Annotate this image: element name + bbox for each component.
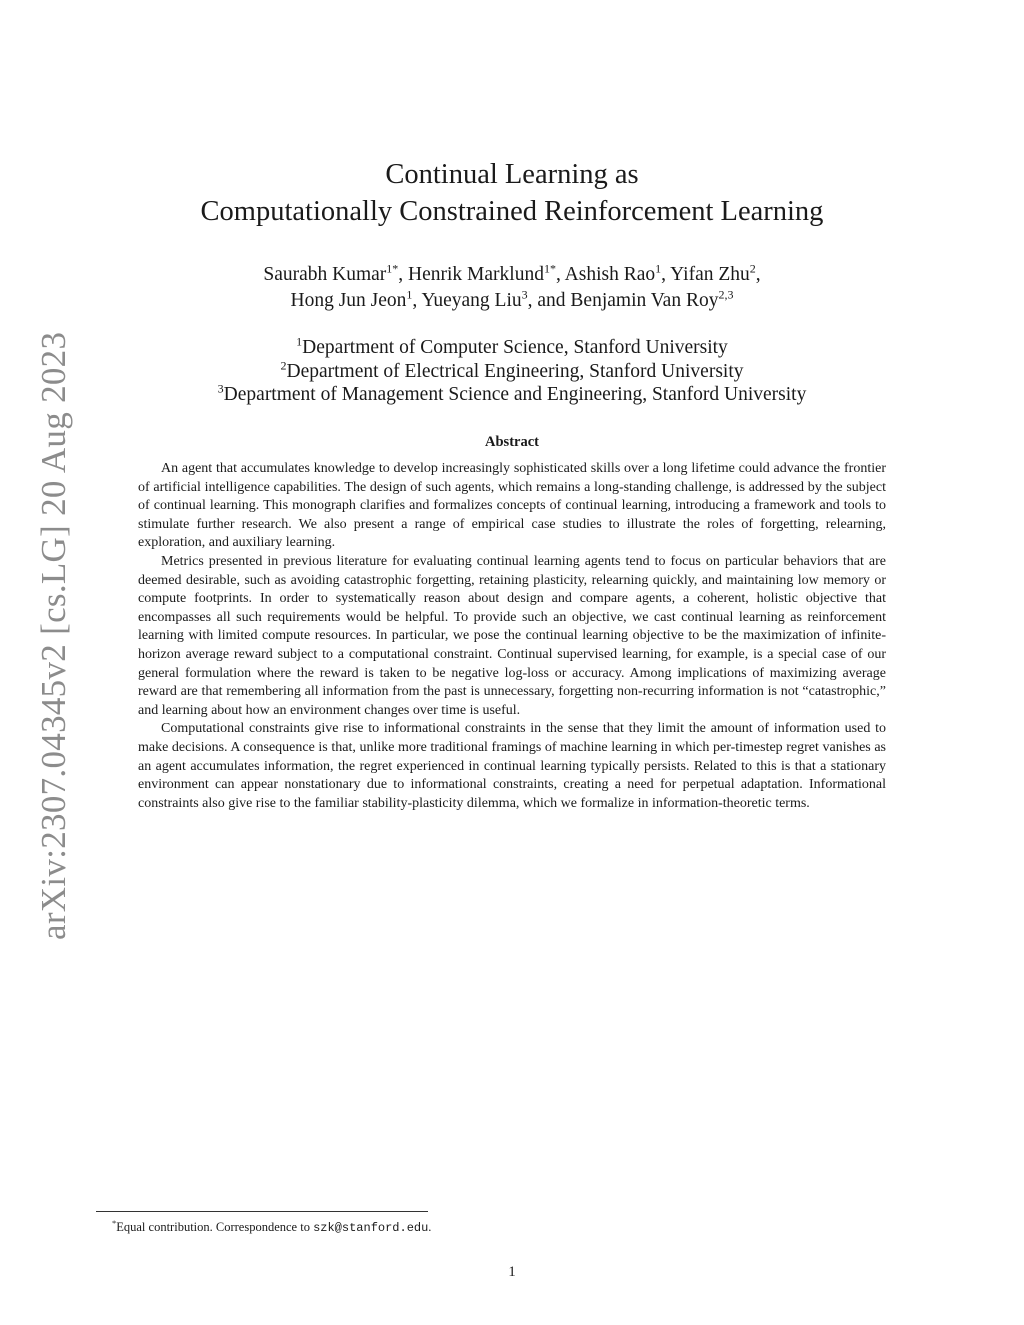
author: Ashish Rao$^1$	[564, 261, 662, 285]
paper-title	[0, 156, 1024, 230]
author: Yueyang Liu$^3$	[421, 287, 528, 311]
affiliation: $^3$Department of Management Science and Engineering, Stanford University	[217, 381, 807, 405]
abstract-paragraph: Metrics presented in previous literature for evaluating continual learning agents tend to focus on particular behaviors that are deemed desirable, such as avoiding catastrophic forgetting, retaining plasticity, relearning quickly, and maintaining low memory or compute footprints. In order to systematically reason about design and compare agents, a coherent, holistic objective that encompasses all such requirements would be helpful. To provide such an objective, we cast continual learning as reinforcement learning with limited compute resources. In particular, we pose the continual learning objective to be the maximization of infinite-horizon average reward subject to a computational constraint. Continual supervised learning, for example, is a special case of our general formulation where the reward is taken to be negative log-loss or accuracy. Among implications of maximizing average reward are that remembering all information from the past is unnecessary, forgetting non-recurring information is not “catastrophic,” and learning about how an environment changes over time is useful.	[138, 553, 886, 718]
abstract-heading: Abstract	[485, 434, 539, 450]
author: Hong Jun Jeon$^1$	[290, 287, 413, 311]
author: Yifan Zhu$^2$	[670, 261, 756, 285]
abstract-paragraph: Computational constraints give rise to informational constraints in the sense that they limit the amount of information used to make decisions. A consequence is that, unlike more traditional framings of machine learning in which per-timestep regret vanishes as an agent accumulates information, the regret experienced in continual learning typically persists. Related to this is that a stationary environment can appear nonstationary due to informational constraints, creating a need for perpetual adaptation. Informational constraints also give rise to the familiar stability-plasticity dilemma, which we formalize in information-theoretic terms.	[138, 721, 886, 811]
title-block	[0, 156, 1024, 407]
arxiv-identifier-stamp: arXiv:2307.04345v2 [cs.LG] 20 Aug 2023	[34, 331, 73, 940]
author: Saurabh Kumar$^{1*}$	[263, 261, 399, 285]
page-number: 1	[508, 1264, 516, 1280]
correspondence-email[interactable]: szk@stanford.edu	[313, 1221, 429, 1236]
author: Henrik Marklund$^{1*}$	[408, 261, 556, 285]
title-line-2: Computationally Constrained Reinforcement Learning	[200, 196, 824, 227]
author-list: Saurabh Kumar$^{1*}$, Henrik Marklund$^{1*}$, Ashish Rao$^1$, Yifan Zhu$^2$, Hong Jun Jeon$^1$, Yueyang Liu$^3$, and Benjamin Van Roy$^{2,3}$	[263, 261, 761, 311]
affiliation: $^2$Department of Electrical Engineering, Stanford University	[280, 358, 744, 382]
affiliation: $^1$Department of Computer Science, Stanford University	[296, 334, 728, 358]
abstract-paragraph: An agent that accumulates knowledge to develop increasingly sophisticated skills over a long lifetime could advance the frontier of artificial intelligence capabilities. The design of such agents, which remains a long-standing challenge, is addressed by the subject of continual learning. This monograph clarifies and formalizes concepts of continual learning, introducing a framework and tools to stimulate further research. We also present a range of empirical case studies to illustrate the roles of forgetting, relearning, exploration, and auxiliary learning.	[138, 461, 886, 551]
footnote: *Equal contribution. Correspondence to szk@stanford.edu.	[112, 1218, 432, 1236]
title-line-1: Continual Learning as	[385, 159, 639, 190]
abstract-section	[138, 434, 886, 813]
author: Benjamin Van Roy$^{2,3}$	[570, 287, 734, 311]
affiliation-list	[0, 336, 1024, 407]
footnote-divider	[96, 1211, 428, 1212]
